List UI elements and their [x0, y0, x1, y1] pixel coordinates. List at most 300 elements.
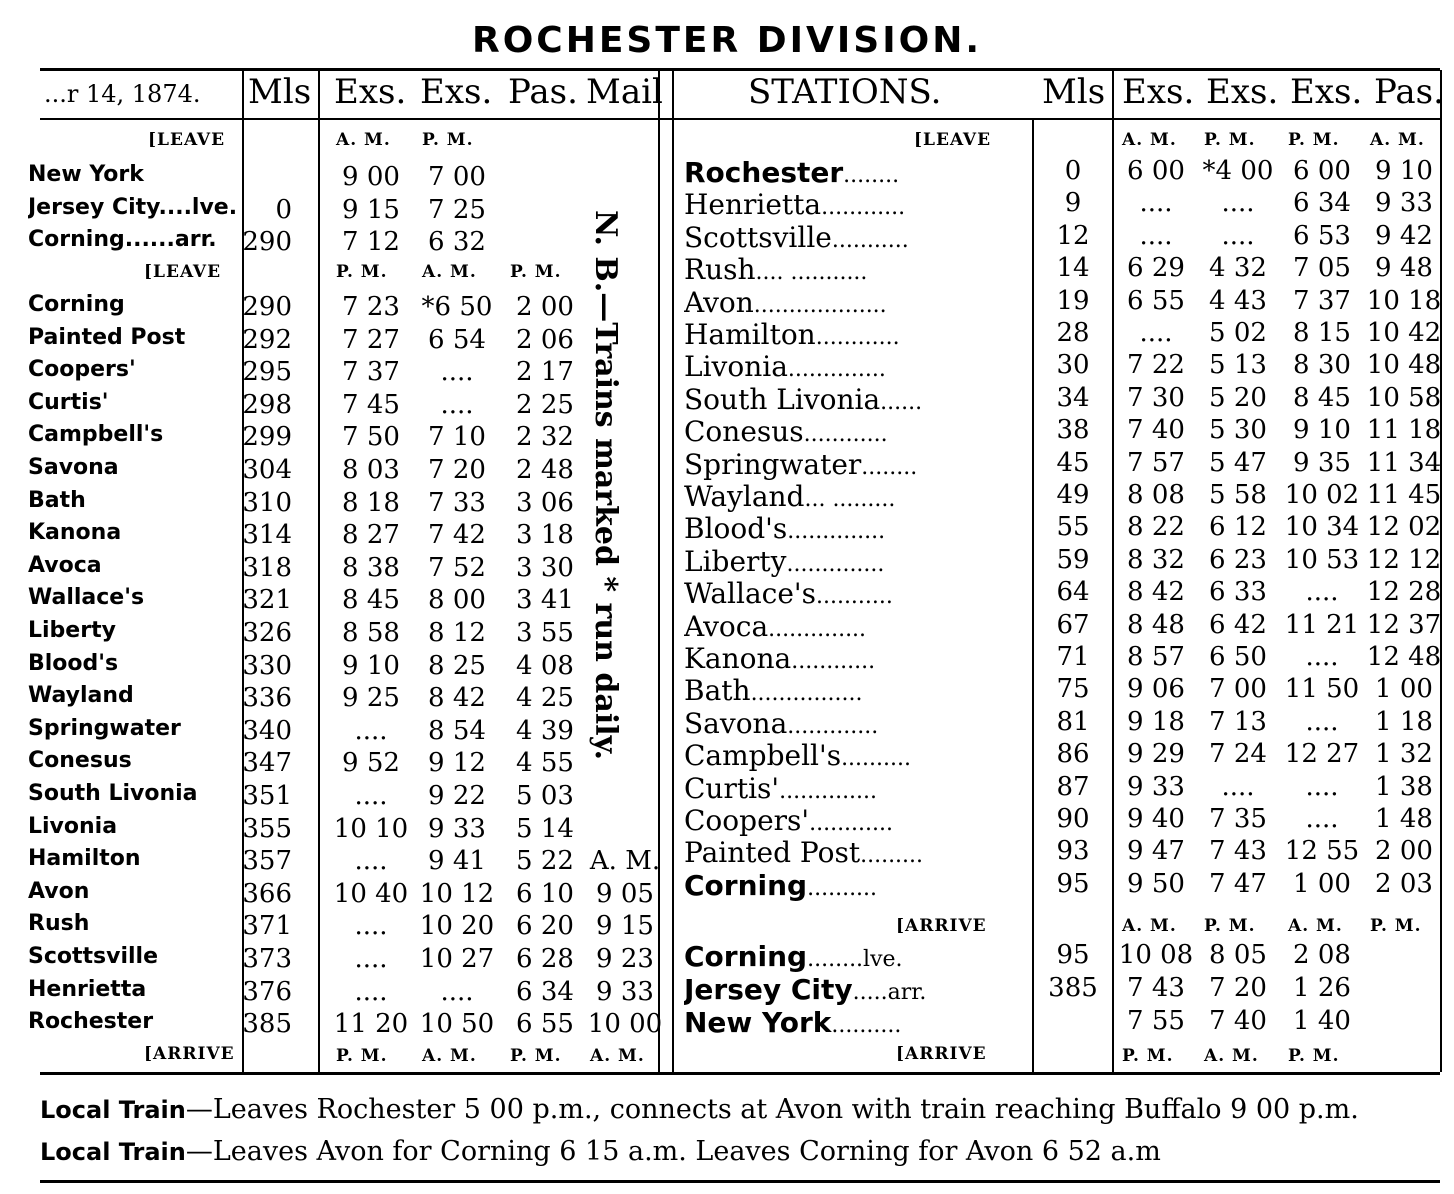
right-station-time: .... [1139, 220, 1173, 251]
left-mid-ampm: A. M. [422, 262, 477, 282]
footer-lead-2: Local Train [40, 1138, 186, 1166]
left-station-mls: 290 [242, 227, 292, 257]
right-station-name [684, 480, 1029, 513]
left-station-mls: 314 [242, 520, 292, 551]
left-station-time: 3 06 [516, 487, 574, 518]
station-label: Kanona [684, 642, 792, 675]
left-station-time: 5 22 [516, 846, 574, 877]
left-bottom-ampm: A. M. [590, 1046, 645, 1066]
station-label: Wallace's [684, 577, 816, 611]
left-station-time: 3 41 [516, 585, 574, 616]
right-station-mls: 28 [1056, 318, 1090, 348]
left-header-exs-2: Exs. [420, 72, 493, 112]
left-station-mls: 347 [242, 748, 292, 779]
station-label: Savona [684, 706, 788, 740]
station-label: Avon [684, 285, 754, 319]
left-station-mls: 310 [242, 487, 292, 518]
left-station-time: 7 52 [428, 552, 486, 583]
left-station-time: 6 34 [516, 976, 574, 1007]
right-station-time: .... [1221, 188, 1255, 219]
left-station-name: Campbell's [28, 422, 164, 448]
station-label: Painted Post [684, 836, 861, 870]
left-station-time: 4 39 [516, 715, 574, 746]
right-station-mls: 385 [1048, 973, 1098, 1003]
left-station-time: .... [440, 357, 474, 388]
right-station-name [684, 869, 1029, 902]
left-station-time: 10 20 [419, 911, 495, 942]
footer-lead-1: Local Train [40, 1096, 186, 1124]
station-label: Bath [684, 674, 751, 708]
right-station-time: 11 45 [1366, 480, 1442, 510]
left-leave-label: [LEAVE [148, 130, 226, 150]
right-station-time: 1 32 [1375, 739, 1433, 770]
left-station-time: 9 05 [596, 878, 654, 909]
right-header-pas: Pas. [1374, 72, 1444, 112]
left-station-time: 4 25 [516, 683, 574, 714]
right-station-time: .... [1221, 220, 1255, 251]
right-station-name [684, 253, 1029, 286]
left-station-name: Springwater [28, 715, 181, 741]
right-station-time: 10 58 [1366, 382, 1442, 413]
right-station-mls: 90 [1056, 804, 1090, 834]
left-station-name: Rush [28, 911, 90, 937]
left-station-name: Savona [28, 455, 119, 480]
left-station-time: 5 14 [516, 813, 574, 844]
right-station-time: 7 40 [1209, 1006, 1267, 1036]
right-station-time: 5 20 [1209, 382, 1267, 413]
right-station-time: 8 30 [1293, 350, 1351, 381]
station-leader-dots: ...... [880, 389, 923, 415]
right-station-time: .... [1305, 577, 1339, 608]
left-station-name: Blood's [28, 650, 119, 676]
right-station-mls: 81 [1056, 706, 1090, 737]
page-bottom-rule [40, 1180, 1440, 1183]
right-station-mls: 38 [1056, 415, 1090, 446]
left-station-time: 7 23 [342, 292, 400, 322]
right-top-ampm: A. M. [1370, 130, 1425, 150]
left-station-time: 6 28 [516, 944, 574, 974]
left-station-time: 9 10 [342, 650, 400, 681]
station-leader-dots: ........lve. [807, 947, 903, 972]
left-station-name: Corning......arr. [28, 227, 217, 252]
left-station-time: 7 50 [342, 422, 400, 453]
left-station-name: South Livonia [28, 781, 198, 806]
left-header-exs-1: Exs. [334, 72, 407, 112]
station-label: Conesus [684, 415, 804, 449]
left-station-time: 10 12 [419, 878, 495, 909]
right-station-time: 11 21 [1284, 609, 1360, 640]
left-station-name: Curtis' [28, 389, 109, 415]
left-header-mail: Mail [586, 72, 663, 112]
right-station-mls: 95 [1056, 868, 1090, 899]
left-station-time: 4 08 [516, 650, 574, 681]
left-station-name: Corning [28, 292, 125, 317]
right-station-name [684, 642, 1029, 675]
right-station-name [684, 545, 1029, 578]
right-col-rule-2 [1112, 70, 1114, 1072]
right-station-time: 12 37 [1366, 609, 1442, 640]
footer-text-2: —Leaves Avon for Corning 6 15 a.m. Leaves Corning for Avon 6 52 a.m [185, 1136, 1161, 1167]
left-station-time: 6 10 [516, 878, 574, 909]
right-station-name [684, 188, 1029, 221]
right-station-time: 8 42 [1127, 577, 1185, 608]
station-leader-dots: ........... [815, 584, 893, 610]
left-station-time: 8 54 [428, 715, 486, 746]
left-station-mls: 366 [242, 878, 292, 909]
right-station-time: 9 40 [1127, 804, 1185, 834]
left-station-time: 4 55 [516, 748, 574, 779]
right-station-time: 10 53 [1284, 544, 1360, 575]
station-label: Liberty [684, 544, 787, 578]
right-arrive-ampm: P. M. [1204, 916, 1256, 936]
left-station-time: 7 00 [428, 162, 486, 192]
center-double-rule [672, 70, 674, 1072]
station-leader-dots: ............. [787, 713, 879, 739]
station-label: Campbell's [684, 739, 842, 773]
right-station-time: 7 00 [1209, 674, 1267, 705]
station-label: Corning [684, 940, 808, 973]
left-mid-ampm: P. M. [336, 262, 388, 282]
right-station-mls: 71 [1056, 642, 1090, 672]
left-station-name: Scottsville [28, 944, 159, 969]
right-station-name [684, 448, 1029, 481]
right-header-stations: STATIONS. [748, 72, 942, 112]
right-arrive-ampm: A. M. [1288, 916, 1343, 936]
right-header-exs-2: Exs. [1206, 72, 1279, 112]
right-station-time: 11 18 [1366, 415, 1442, 446]
left-mid-ampm: P. M. [510, 262, 562, 282]
station-leader-dots: .....arr. [852, 980, 927, 1005]
left-station-time: 3 55 [516, 618, 574, 648]
left-station-time: 8 25 [428, 650, 486, 681]
left-station-mls: 340 [242, 715, 292, 746]
right-leave-label: [LEAVE [914, 130, 992, 150]
left-station-mls: 321 [242, 585, 292, 616]
right-station-time: 1 26 [1293, 973, 1351, 1003]
right-bottom-ampm: P. M. [1122, 1046, 1174, 1066]
right-station-time: 7 43 [1209, 836, 1267, 867]
left-station-time: 6 55 [516, 1009, 574, 1040]
left-station-mls: 304 [242, 455, 292, 485]
right-station-mls: 64 [1056, 577, 1090, 608]
left-station-time: 8 12 [428, 618, 486, 648]
left-station-name: Wayland [28, 683, 134, 709]
left-station-time: 7 10 [428, 422, 486, 453]
right-header-exs-3: Exs. [1290, 72, 1363, 112]
left-station-time: 9 23 [596, 944, 654, 974]
right-station-time: 9 35 [1293, 447, 1351, 478]
left-header-pas: Pas. [508, 72, 578, 112]
right-station-time: 6 53 [1293, 220, 1351, 251]
left-station-mls: 373 [242, 944, 292, 974]
right-station-time: 1 18 [1375, 706, 1433, 737]
right-station-time: 10 34 [1284, 512, 1360, 543]
right-arrive-ampm: P. M. [1370, 916, 1422, 936]
footer-text-1: —Leaves Rochester 5 00 p.m., connects at Avon with train reaching Buffalo 9 00 p.m. [185, 1094, 1359, 1125]
right-station-time: 9 18 [1127, 706, 1185, 737]
right-station-time: 8 15 [1293, 318, 1351, 348]
left-station-time: .... [354, 976, 388, 1007]
right-station-mls: 45 [1056, 447, 1090, 478]
left-station-time: .... [440, 389, 474, 420]
left-station-time: 6 32 [428, 227, 486, 257]
right-top-ampm: P. M. [1288, 130, 1340, 150]
right-station-time: 9 33 [1127, 771, 1185, 802]
left-station-time: 10 00 [587, 1009, 663, 1040]
station-label: Corning [684, 868, 808, 902]
station-leader-dots: .............. [787, 519, 886, 545]
left-station-mls: 351 [242, 781, 292, 811]
right-station-mls: 19 [1056, 285, 1090, 316]
station-leader-dots: ................ [750, 681, 863, 707]
station-leader-dots: ............ [803, 422, 888, 448]
left-station-time: 2 48 [516, 455, 574, 485]
right-station-time: 9 29 [1127, 739, 1185, 770]
left-station-time: 10 40 [333, 878, 409, 909]
station-label: Rochester [684, 156, 844, 189]
right-station-time: 2 00 [1375, 836, 1433, 867]
right-station-time: 8 05 [1209, 940, 1267, 970]
station-leader-dots: .............. [768, 616, 867, 642]
footer-line-1 [40, 1094, 1359, 1125]
left-station-name: Wallace's [28, 585, 145, 611]
right-station-mls: 12 [1056, 220, 1090, 251]
left-station-name: Henrietta [28, 976, 147, 1002]
station-leader-dots: ............ [821, 195, 906, 221]
right-station-time: 9 47 [1127, 836, 1185, 867]
right-station-name [684, 383, 1029, 416]
right-station-time: 7 40 [1127, 415, 1185, 446]
station-leader-dots: .............. [787, 357, 886, 383]
station-label: Livonia [684, 350, 788, 384]
right-station-name [684, 610, 1029, 643]
right-station-name [684, 739, 1029, 772]
station-leader-dots: .............. [779, 778, 878, 804]
left-station-time: 10 27 [419, 944, 495, 974]
right-station-mls: 95 [1056, 940, 1090, 970]
left-top-ampm: P. M. [422, 130, 474, 150]
right-station-name [684, 221, 1029, 254]
right-station-time: 7 20 [1209, 973, 1267, 1003]
station-label: Scottsville [684, 220, 832, 254]
left-station-name: New York [28, 162, 144, 187]
left-station-mls: 326 [242, 618, 292, 648]
right-station-name [684, 804, 1029, 837]
right-station-time: .... [1139, 188, 1173, 219]
right-station-time: 12 02 [1366, 512, 1442, 543]
station-label: South Livonia [684, 382, 881, 416]
left-station-time: 7 20 [428, 455, 486, 485]
vertical-note [575, 210, 635, 770]
right-station-time: 7 35 [1209, 804, 1267, 834]
left-station-mls: 385 [242, 1009, 292, 1040]
right-station-time: 9 10 [1375, 156, 1433, 186]
right-station-time: 10 08 [1118, 940, 1194, 970]
left-station-time: 2 06 [516, 324, 574, 355]
left-station-name: Livonia [28, 813, 118, 839]
station-label: Hamilton [684, 318, 816, 351]
right-header-exs-1: Exs. [1122, 72, 1195, 112]
right-station-time: 6 29 [1127, 253, 1185, 284]
right-station-mls: 55 [1056, 512, 1090, 543]
left-station-time: 8 18 [342, 487, 400, 518]
left-station-time: 9 15 [342, 194, 400, 225]
left-station-time: 7 42 [428, 520, 486, 551]
left-station-time: 9 15 [596, 911, 654, 942]
right-station-mls: 93 [1056, 836, 1090, 867]
right-station-time: 10 18 [1366, 285, 1442, 316]
left-station-time: 7 12 [342, 227, 400, 257]
left-station-mls: 336 [242, 683, 292, 714]
left-station-mls: 295 [242, 357, 292, 388]
right-station-mls: 0 [1064, 156, 1082, 186]
bottom-rule [40, 1072, 1440, 1075]
right-col-rule-1 [1032, 120, 1034, 1072]
station-label: Wayland [684, 480, 805, 513]
left-col-rule-2 [318, 70, 320, 1072]
station-leader-dots: ........ [843, 163, 900, 188]
station-label: Curtis' [684, 771, 780, 805]
left-station-time: 7 27 [342, 324, 400, 355]
left-arrive-label: [ARRIVE [144, 1044, 235, 1064]
left-station-time: 6 20 [516, 911, 574, 942]
header-rule [40, 118, 1440, 120]
right-station-time: 1 48 [1375, 804, 1433, 834]
left-station-time: 2 17 [516, 357, 574, 388]
right-station-name [684, 156, 1029, 189]
station-label: Coopers' [684, 804, 810, 837]
right-station-time: 6 50 [1209, 642, 1267, 672]
right-station-time: 7 13 [1209, 706, 1267, 737]
left-station-time: 11 20 [333, 1009, 409, 1040]
station-label: Springwater [684, 447, 862, 481]
left-station-mls: 299 [242, 422, 292, 453]
top-rule [40, 68, 1440, 71]
right-station-time: 4 32 [1209, 253, 1267, 284]
right-station-name [684, 415, 1029, 448]
right-station-mls: 67 [1056, 609, 1090, 640]
right-station-time: .... [1305, 706, 1339, 737]
left-station-time: 9 41 [428, 846, 486, 877]
right-station-mls: 9 [1064, 188, 1082, 219]
right-station-time: 2 03 [1375, 868, 1433, 899]
right-top-ampm: P. M. [1204, 130, 1256, 150]
right-station-name [684, 836, 1029, 869]
left-station-time: .... [354, 715, 388, 746]
left-station-name: Rochester [28, 1009, 154, 1035]
right-station-time: 12 55 [1284, 836, 1360, 867]
left-station-name: Jersey City....lve. [28, 194, 238, 220]
left-station-time: 7 37 [342, 357, 400, 388]
left-station-time: 10 50 [419, 1009, 495, 1040]
left-station-time: 8 45 [342, 585, 400, 616]
left-station-time: A. M. [589, 846, 661, 877]
left-station-time: .... [440, 976, 474, 1007]
station-label: Avoca [684, 609, 769, 643]
left-station-time: 9 00 [342, 162, 400, 192]
station-leader-dots: ........ [861, 454, 918, 480]
right-station-time: 10 02 [1284, 480, 1360, 510]
right-station-time: 8 22 [1127, 512, 1185, 543]
right-station-time: 8 08 [1127, 480, 1185, 510]
left-bottom-ampm: A. M. [422, 1046, 477, 1066]
right-station-time: 5 13 [1209, 350, 1267, 381]
left-station-name: Hamilton [28, 846, 141, 872]
right-station-time: 9 42 [1375, 220, 1433, 251]
left-station-time: *6 50 [421, 292, 493, 322]
division-title: ROCHESTER DIVISION. [471, 20, 983, 61]
left-station-time: 6 54 [428, 324, 486, 355]
left-station-mls: 298 [242, 389, 292, 420]
left-station-time: 8 27 [342, 520, 400, 551]
right-station-time: 12 48 [1366, 642, 1442, 672]
station-leader-dots: ............ [791, 649, 876, 674]
station-leader-dots: ......... [860, 843, 924, 869]
left-station-time: .... [354, 781, 388, 811]
left-station-time: 5 03 [516, 781, 574, 811]
right-station-time: 7 24 [1209, 739, 1267, 770]
right-station-time: 6 33 [1209, 577, 1267, 608]
right-bottom-ampm: P. M. [1288, 1046, 1340, 1066]
left-station-mls: 290 [242, 292, 292, 322]
station-leader-dots: ................... [753, 292, 887, 318]
right-station-time: .... [1305, 804, 1339, 834]
right-station-time: 10 48 [1366, 350, 1442, 381]
left-station-time: 7 33 [428, 487, 486, 518]
left-station-time: 7 45 [342, 389, 400, 420]
right-station-name [684, 674, 1029, 707]
left-station-time: 3 18 [516, 520, 574, 551]
left-station-mls: 318 [242, 552, 292, 583]
left-station-name: Kanona [28, 520, 122, 546]
station-leader-dots: .......... [807, 875, 878, 901]
left-station-time: 7 25 [428, 194, 486, 225]
right-station-time: 11 34 [1366, 447, 1442, 478]
right-station-time: 7 47 [1209, 868, 1267, 899]
right-station-name [684, 512, 1029, 545]
right-station-time: 9 10 [1293, 415, 1351, 446]
right-station-time: 6 23 [1209, 544, 1267, 575]
left-station-name: Avoca [28, 552, 102, 578]
right-station-name [684, 1006, 1029, 1039]
right-arrive-label: [ARRIVE [896, 916, 987, 936]
right-station-time: 10 42 [1366, 318, 1442, 348]
station-leader-dots: ........... [831, 227, 909, 253]
right-station-time: 4 43 [1209, 285, 1267, 316]
right-station-time: *4 00 [1202, 156, 1274, 186]
right-top-ampm: A. M. [1122, 130, 1177, 150]
right-station-time: 12 12 [1366, 544, 1442, 575]
station-leader-dots: ............ [815, 325, 900, 350]
right-station-time: 7 55 [1127, 1006, 1185, 1036]
left-station-name: Coopers' [28, 357, 136, 383]
right-station-time: 9 33 [1375, 188, 1433, 219]
right-station-time: 1 40 [1293, 1006, 1351, 1036]
right-station-name [684, 350, 1029, 383]
right-station-time: 7 37 [1293, 285, 1351, 316]
right-station-time: 6 34 [1293, 188, 1351, 219]
left-station-time: 8 58 [342, 618, 400, 648]
right-station-mls: 86 [1056, 739, 1090, 770]
right-station-time: 1 00 [1375, 674, 1433, 705]
right-station-time: 6 42 [1209, 609, 1267, 640]
right-station-mls: 34 [1056, 382, 1090, 413]
left-station-time: 9 33 [596, 976, 654, 1007]
right-station-time: 8 57 [1127, 642, 1185, 672]
left-station-time: 8 38 [342, 552, 400, 583]
station-leader-dots: .......... [841, 746, 911, 772]
left-bottom-ampm: P. M. [336, 1046, 388, 1066]
